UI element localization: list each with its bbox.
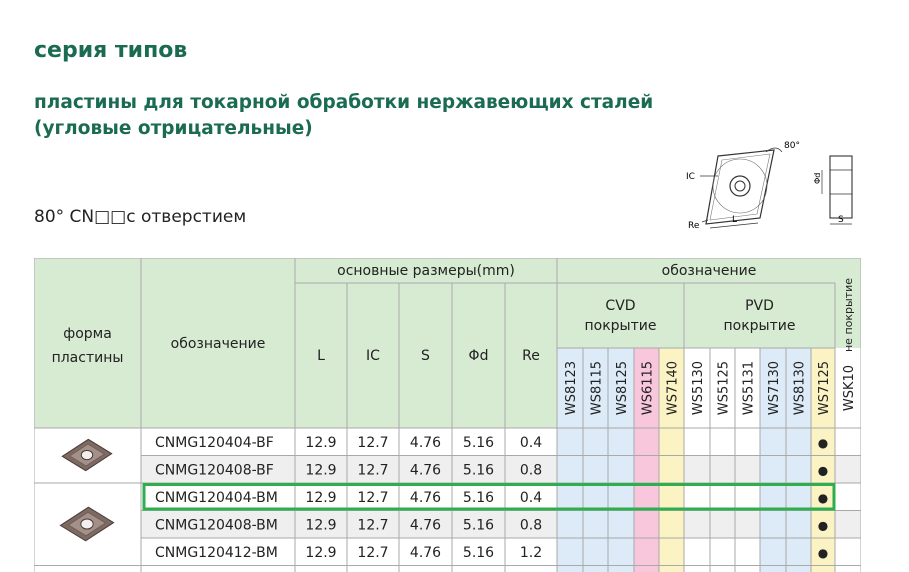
insert-code: CNMG120412-BM bbox=[155, 544, 278, 561]
shaded-row-background bbox=[684, 511, 710, 539]
insert-hole bbox=[81, 450, 92, 459]
grade-body-column bbox=[710, 428, 735, 572]
grade-body-column bbox=[835, 428, 861, 572]
shaded-row-background bbox=[710, 456, 735, 484]
subtitle-line-1: пластины для токарной обработки нержавеющих сталей bbox=[34, 92, 654, 113]
page-subtitle bbox=[34, 90, 653, 142]
dimension-header: L bbox=[317, 348, 325, 364]
dimension-value: 4.76 bbox=[409, 434, 442, 451]
insert-code: CNMG120404-BF bbox=[155, 434, 274, 451]
dimension-value: 12.7 bbox=[357, 462, 389, 479]
page-title: серия типов bbox=[34, 38, 188, 63]
dimension-value: 12.9 bbox=[305, 544, 337, 561]
grades-group-header: обозначение bbox=[661, 263, 757, 279]
series-label: 80° CN□□с отверстием bbox=[34, 207, 247, 227]
grade-availability-mark: ● bbox=[817, 545, 829, 560]
dimension-value: 12.9 bbox=[305, 462, 337, 479]
designation-header: обозначение bbox=[170, 336, 266, 352]
grade-header: WS5131 bbox=[741, 360, 757, 416]
dimension-value: 0.4 bbox=[519, 434, 543, 451]
dimension-header: Re bbox=[522, 348, 540, 364]
insert-hole-inner bbox=[735, 181, 745, 191]
grade-header: WS8123 bbox=[564, 360, 579, 416]
grade-availability-mark: ● bbox=[817, 435, 829, 450]
grade-header: WS7140 bbox=[665, 360, 681, 416]
grade-header: WS8125 bbox=[615, 360, 630, 416]
dimension-value: 12.7 bbox=[357, 489, 389, 506]
grade-header: WS6115 bbox=[640, 360, 656, 416]
grade-body-column bbox=[583, 428, 608, 572]
dimension-value: 0.8 bbox=[519, 517, 543, 534]
l-label: L bbox=[732, 215, 738, 225]
dimension-value: 12.9 bbox=[305, 489, 337, 506]
grade-body-column bbox=[760, 428, 786, 572]
pvd-header-line-1: PVD bbox=[745, 298, 774, 314]
grade-availability-mark: ● bbox=[817, 490, 829, 505]
dimension-value: 5.16 bbox=[462, 434, 495, 451]
dimension-value: 12.7 bbox=[357, 517, 389, 534]
dimension-value: 4.76 bbox=[409, 489, 442, 506]
insert-hole bbox=[81, 519, 93, 529]
uncoated-header: не покрытие bbox=[842, 277, 855, 353]
insert-code: CNMG120404-BM bbox=[155, 489, 278, 506]
grade-body-column bbox=[684, 428, 710, 572]
cvd-header-line-1: CVD bbox=[605, 298, 636, 314]
grade-header: WS8115 bbox=[589, 360, 605, 416]
dimension-value: 5.16 bbox=[462, 517, 495, 534]
dimension-value: 12.9 bbox=[305, 517, 337, 534]
dimension-header: Φd bbox=[468, 348, 489, 364]
shaded-row-background bbox=[735, 456, 760, 484]
dimension-value: 4.76 bbox=[409, 544, 442, 561]
shaded-row-background bbox=[710, 511, 735, 539]
dimension-value: 4.76 bbox=[409, 517, 442, 534]
shaded-row-background bbox=[684, 456, 710, 484]
insert-dimension-diagram bbox=[680, 136, 860, 236]
s-label: S bbox=[838, 215, 844, 225]
pvd-header-line-2: покрытие bbox=[723, 318, 796, 334]
grade-body-column bbox=[735, 428, 760, 572]
dimension-value: 5.16 bbox=[462, 462, 495, 479]
grade-body-column bbox=[634, 428, 659, 572]
dimension-value: 5.16 bbox=[462, 489, 495, 506]
dimension-value: 0.4 bbox=[519, 489, 543, 506]
shape-header-line-2: пластины bbox=[51, 350, 124, 366]
dimension-value: 5.16 bbox=[462, 544, 495, 561]
insert-image-bm bbox=[60, 507, 113, 541]
grade-header: WS5130 bbox=[691, 360, 706, 416]
ic-label: IC bbox=[686, 172, 695, 182]
dimension-value: 4.76 bbox=[409, 462, 442, 479]
dimension-value: 12.7 bbox=[357, 434, 389, 451]
re-label: Re bbox=[688, 221, 700, 231]
insert-code: CNMG120408-BF bbox=[155, 462, 274, 479]
phid-label: Φd bbox=[813, 172, 822, 184]
grade-body-column bbox=[786, 428, 811, 572]
grade-body-column bbox=[608, 428, 634, 572]
grade-availability-mark: ● bbox=[817, 518, 829, 533]
dimensions-group-header: основные размеры(mm) bbox=[337, 263, 515, 279]
shaded-row-background bbox=[835, 511, 861, 539]
grade-header: WS7130 bbox=[767, 360, 782, 416]
shaded-row-background bbox=[735, 511, 760, 539]
grade-header: WS8130 bbox=[792, 360, 808, 416]
grade-header: WS5125 bbox=[716, 360, 732, 416]
shaded-row-background bbox=[835, 456, 861, 484]
subtitle-line-2: (угловые отрицательные) bbox=[34, 118, 313, 139]
dimension-value: 12.9 bbox=[305, 434, 337, 451]
dimension-header: IC bbox=[366, 348, 380, 364]
grade-availability-mark: ● bbox=[817, 463, 829, 478]
dimension-value: 0.8 bbox=[519, 462, 543, 479]
shape-header-line-1: форма bbox=[63, 326, 112, 342]
dimension-value: 12.7 bbox=[357, 544, 389, 561]
side-view-body bbox=[830, 156, 852, 218]
grade-body-column bbox=[557, 428, 583, 572]
insert-code: CNMG120408-BM bbox=[155, 517, 278, 534]
grade-header: WSK10 bbox=[842, 364, 857, 412]
dimension-header: S bbox=[421, 348, 430, 364]
cvd-header-line-2: покрытие bbox=[584, 318, 657, 334]
angle-label: 80° bbox=[784, 141, 800, 151]
insert-image-bf bbox=[62, 439, 111, 470]
grade-body-column bbox=[659, 428, 684, 572]
dimension-value: 1.2 bbox=[519, 544, 543, 561]
insert-table bbox=[34, 258, 861, 572]
grade-header: WS7125 bbox=[817, 360, 832, 416]
